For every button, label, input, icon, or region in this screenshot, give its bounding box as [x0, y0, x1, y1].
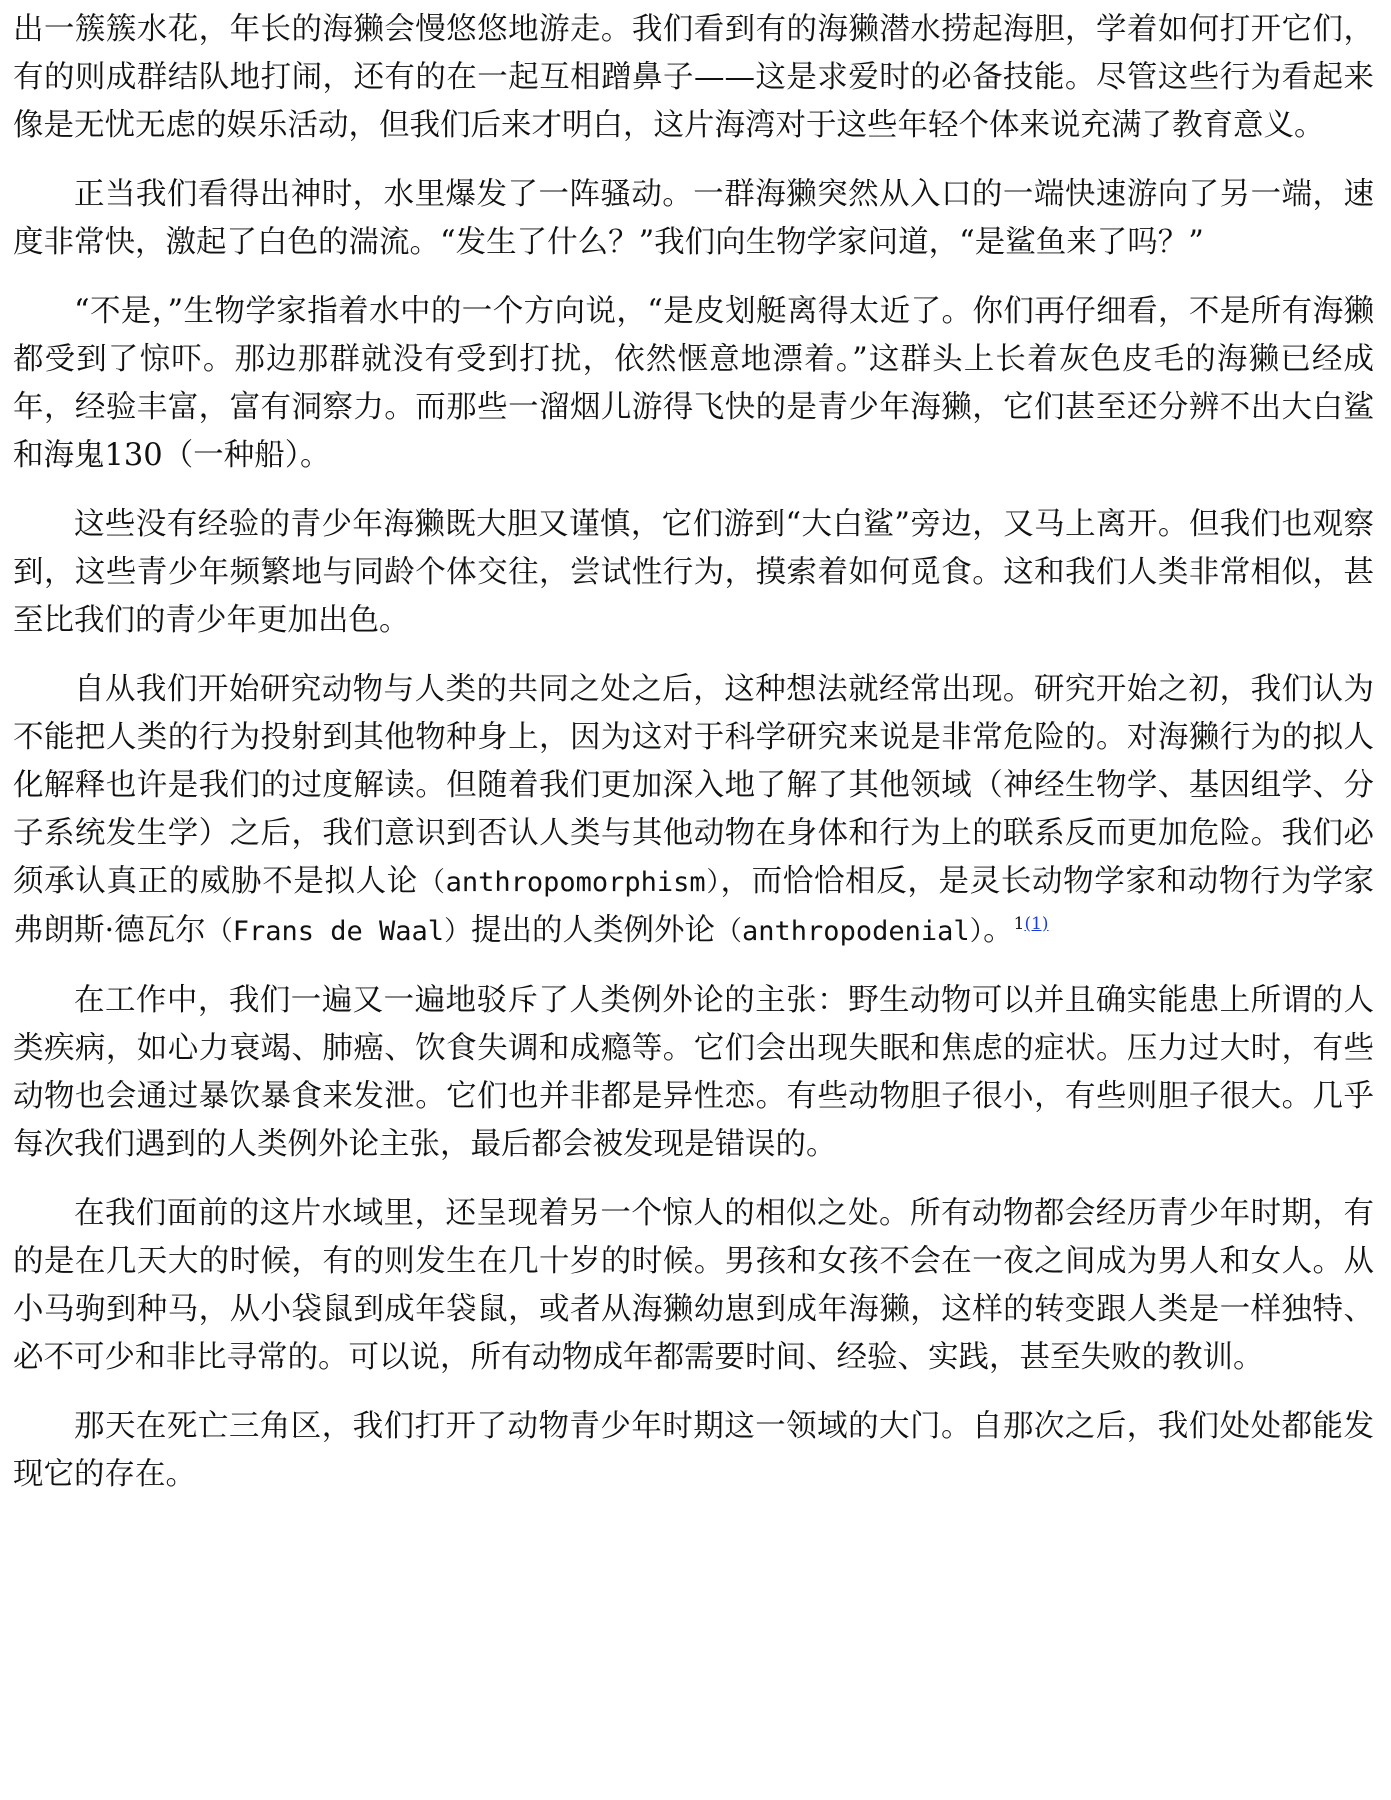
paragraph-5-text-b: ，而恰恰相反，是灵长动物学家和动物行为学家弗朗斯·德瓦尔: [13, 864, 1375, 948]
paragraph-5-text-d: 。: [983, 913, 1014, 948]
paragraph-5: [13, 666, 1374, 956]
paragraph-4: 这些没有经验的青少年海獭既大胆又谨慎，它们游到“大白鲨”旁边，又马上离开。但我们也观察到，这些青少年频繁地与同龄个体交往，尝试性行为，摸索着如何觅食。这和我们人类非常相似，甚至比我们的青少年更加出色。: [13, 507, 1374, 638]
paragraph-8: 那天在死亡三角区，我们打开了动物青少年时期这一领域的大门。自那次之后，我们处处都能发现它的存在。: [13, 1409, 1374, 1492]
term-anthropomorphism: （anthropomorphism）: [417, 867, 721, 898]
paragraph-5-text-c: 提出的人类例外论: [471, 913, 716, 948]
term-anthropodenial: （anthropodenial）: [715, 916, 984, 947]
term-frans-de-waal: （Frans de Waal）: [205, 916, 472, 947]
paragraph-7: 在我们面前的这片水域里，还呈现着另一个惊人的相似之处。所有动物都会经历青少年时期，有的是在几天大的时候，有的则发生在几十岁的时候。男孩和女孩不会在一夜之间成为男人和女人。从小马驹到种马，从小袋鼠到成年袋鼠，或者从海獭幼崽到成年海獭，这样的转变跟人类是一样独特、必不可少和非比寻常的。可以说，所有动物成年都需要时间、经验、实践，甚至失败的教训。: [13, 1196, 1374, 1375]
paragraph-1: 出一簇簇水花，年长的海獭会慢悠悠地游走。我们看到有的海獭潜水捞起海胆，学着如何打开它们，有的则成群结队地打闹，还有的在一起互相蹭鼻子——这是求爱时的必备技能。尽管这些行为看起来像是无忧无虑的娱乐活动，但我们后来才明白，这片海湾对于这些年轻个体来说充满了教育意义。: [13, 12, 1374, 143]
footnote-number: 1: [1013, 913, 1025, 934]
paragraph-5-text-a: 自从我们开始研究动物与人类的共同之处之后，这种想法就经常出现。研究开始之初，我们认为不能把人类的行为投射到其他物种身上，因为这对于科学研究来说是非常危险的。对海獭行为的拟人化解释也许是我们的过度解读。但随着我们更加深入地了解了其他领域（神经生物学、基因组学、分子系统发生学）之后，我们意识到否认人类与其他动物在身体和行为上的联系反而更加危险。我们必须承认真正的威胁不是拟人论: [13, 672, 1374, 899]
paragraph-3: “不是，”生物学家指着水中的一个方向说，“是皮划艇离得太近了。你们再仔细看，不是所有海獭都受到了惊吓。那边那群就没有受到打扰，依然惬意地漂着。”这群头上长着灰色皮毛的海獭已经成年，经验丰富，富有洞察力。而那些一溜烟儿游得飞快的是青少年海獭，它们甚至还分辨不出大白鲨和海鬼130（一种船）。: [13, 294, 1374, 473]
paragraph-2: 正当我们看得出神时，水里爆发了一阵骚动。一群海獭突然从入口的一端快速游向了另一端，速度非常快，激起了白色的湍流。“发生了什么？”我们向生物学家问道，“是鲨鱼来了吗？”: [13, 177, 1374, 260]
footnote-link[interactable]: (1): [1024, 913, 1049, 934]
paragraph-6: 在工作中，我们一遍又一遍地驳斥了人类例外论的主张：野生动物可以并且确实能患上所谓的人类疾病，如心力衰竭、肺癌、饮食失调和成瘾等。它们会出现失眠和焦虑的症状。压力过大时，有些动物也会通过暴饮暴食来发泄。它们也并非都是异性恋。有些动物胆子很小，有些则胆子很大。几乎每次我们遇到的人类例外论主张，最后都会被发现是错误的。: [13, 983, 1374, 1162]
